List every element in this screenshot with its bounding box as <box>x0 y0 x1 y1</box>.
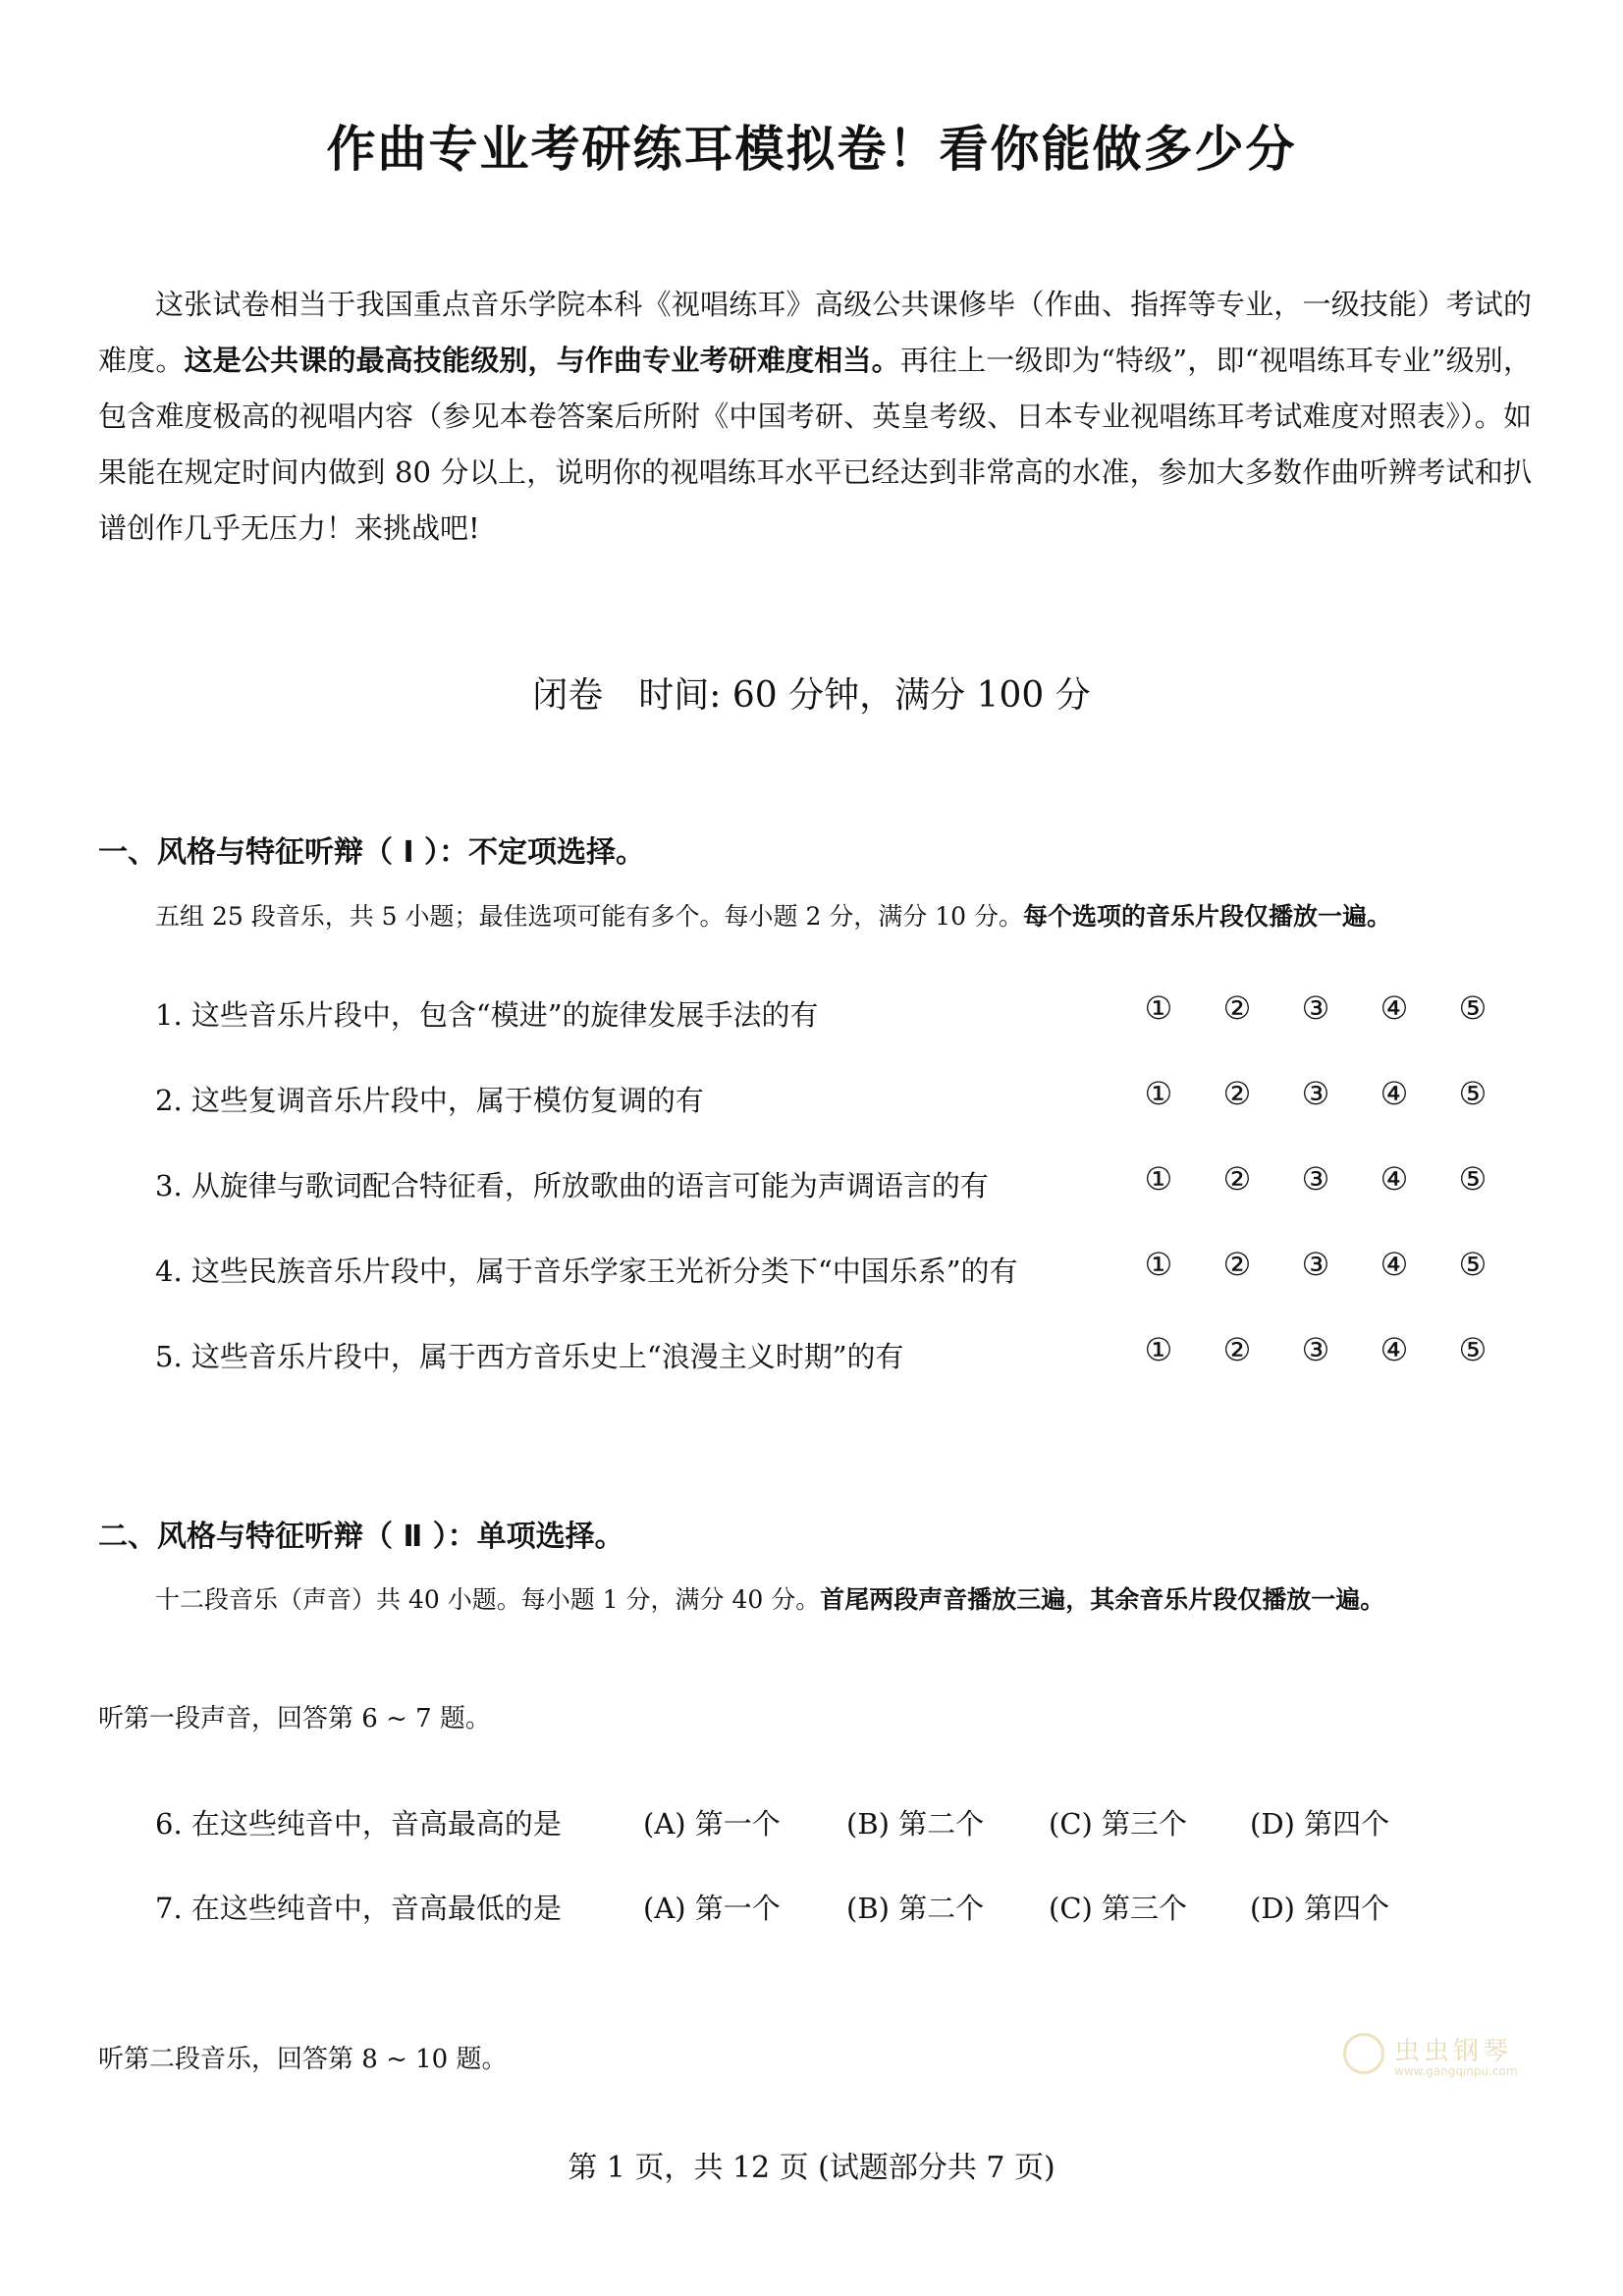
intro-text-1: 这张试卷相当于我国重点音乐学院本科《视唱练耳》高级公共课修毕（作曲、指挥等专业，一级技能）考试的难度。 <box>98 288 1532 377</box>
question-6-option-c[interactable]: (C) 第三个 <box>1049 1807 1188 1841</box>
question-7: 7. 在这些纯音中，音高最低的是 <box>155 1892 562 1925</box>
option-2[interactable]: ② <box>1222 1331 1252 1368</box>
question-5-options <box>1139 1331 1492 1368</box>
option-4[interactable]: ④ <box>1380 1331 1409 1368</box>
page-footer: 第 1 页，共 12 页 (试题部分共 7 页) <box>568 2151 1055 2185</box>
option-2[interactable]: ② <box>1222 989 1252 1027</box>
listen-instruction-2: 听第二段音乐，回答第 8 ~ 10 题。 <box>98 2045 508 2074</box>
section2-instruction-text: 十二段音乐（声音）共 40 小题。每小题 1 分，满分 40 分。 <box>155 1585 821 1614</box>
question-7-option-b[interactable]: (B) 第二个 <box>846 1892 985 1925</box>
question-7-option-d[interactable]: (D) 第四个 <box>1250 1892 1390 1925</box>
section1-instruction <box>155 897 1549 933</box>
section1-instruction-bold: 每个选项的音乐片段仅播放一遍。 <box>1023 902 1392 931</box>
question-7-option-a[interactable]: (A) 第一个 <box>643 1892 781 1925</box>
option-4[interactable]: ④ <box>1380 1246 1409 1283</box>
option-4[interactable]: ④ <box>1380 989 1409 1027</box>
question-2-options <box>1139 1075 1492 1112</box>
option-5[interactable]: ⑤ <box>1458 989 1488 1027</box>
question-5: 5. 这些音乐片段中，属于西方音乐史上“浪漫主义时期”的有 <box>155 1340 904 1373</box>
question-4-options <box>1139 1246 1492 1283</box>
exam-info: 闭卷 时间: 60 分钟，满分 100 分 <box>532 675 1091 716</box>
option-3[interactable]: ③ <box>1301 1331 1330 1368</box>
section2-title: 二、风格与特征听辩（ Ⅱ ）：单项选择。 <box>98 1520 624 1554</box>
question-6-option-b[interactable]: (B) 第二个 <box>846 1807 985 1841</box>
watermark-logo <box>1343 2029 1540 2088</box>
option-5[interactable]: ⑤ <box>1458 1075 1488 1112</box>
question-6-option-d[interactable]: (D) 第四个 <box>1250 1807 1390 1841</box>
question-6: 6. 在这些纯音中，音高最高的是 <box>155 1807 562 1841</box>
section2-instruction <box>155 1580 1549 1616</box>
question-7-option-c[interactable]: (C) 第三个 <box>1049 1892 1188 1925</box>
watermark-url: www.gangqinpu.com <box>1394 2064 1518 2078</box>
option-3[interactable]: ③ <box>1301 1246 1330 1283</box>
option-1[interactable]: ① <box>1144 1331 1173 1368</box>
question-3-options <box>1139 1160 1492 1198</box>
option-3[interactable]: ③ <box>1301 1160 1330 1198</box>
watermark-icon <box>1343 2033 1384 2074</box>
section1-instruction-text: 五组 25 段音乐，共 5 小题；最佳选项可能有多个。每小题 2 分，满分 10 分。 <box>155 902 1024 931</box>
option-4[interactable]: ④ <box>1380 1160 1409 1198</box>
option-3[interactable]: ③ <box>1301 1075 1330 1112</box>
watermark-text: 虫虫钢琴 <box>1394 2037 1513 2066</box>
intro-text-bold: 这是公共课的最高技能级别，与作曲专业考研难度相当。 <box>184 344 900 377</box>
option-2[interactable]: ② <box>1222 1160 1252 1198</box>
option-5[interactable]: ⑤ <box>1458 1331 1488 1368</box>
page-title: 作曲专业考研练耳模拟卷！看你能做多少分 <box>326 121 1297 178</box>
question-3: 3. 从旋律与歌词配合特征看，所放歌曲的语言可能为声调语言的有 <box>155 1169 989 1202</box>
question-1: 1. 这些音乐片段中，包含“模进”的旋律发展手法的有 <box>155 998 819 1032</box>
question-1-options <box>1139 989 1492 1027</box>
question-4: 4. 这些民族音乐片段中，属于音乐学家王光祈分类下“中国乐系”的有 <box>155 1255 1018 1288</box>
section2-instruction-bold: 首尾两段声音播放三遍，其余音乐片段仅播放一遍。 <box>820 1585 1385 1614</box>
section1-title: 一、风格与特征听辩（ Ⅰ ）：不定项选择。 <box>98 835 646 870</box>
option-1[interactable]: ① <box>1144 1075 1173 1112</box>
option-1[interactable]: ① <box>1144 1246 1173 1283</box>
option-3[interactable]: ③ <box>1301 989 1330 1027</box>
option-1[interactable]: ① <box>1144 1160 1173 1198</box>
question-2: 2. 这些复调音乐片段中，属于模仿复调的有 <box>155 1084 704 1117</box>
intro-paragraph <box>98 277 1532 557</box>
question-6-option-a[interactable]: (A) 第一个 <box>643 1807 781 1841</box>
option-5[interactable]: ⑤ <box>1458 1246 1488 1283</box>
option-2[interactable]: ② <box>1222 1075 1252 1112</box>
listen-instruction-1: 听第一段声音，回答第 6 ~ 7 题。 <box>98 1704 491 1734</box>
option-4[interactable]: ④ <box>1380 1075 1409 1112</box>
option-5[interactable]: ⑤ <box>1458 1160 1488 1198</box>
option-2[interactable]: ② <box>1222 1246 1252 1283</box>
intro-text-2: 再往上一级即为“特级”，即“视唱练耳专业”级别，包含难度极高的视唱内容（参见本卷答案后所附《中国考研、英皇考级、日本专业视唱练耳考试难度对照表》）。如果能在规定时间内做到 80 分以上，说明你的视唱练耳水平已经达到非常高的水准，参加大多数作曲听辨考试和扒谱创作几乎无压力！来挑战吧! <box>98 344 1532 545</box>
option-1[interactable]: ① <box>1144 989 1173 1027</box>
